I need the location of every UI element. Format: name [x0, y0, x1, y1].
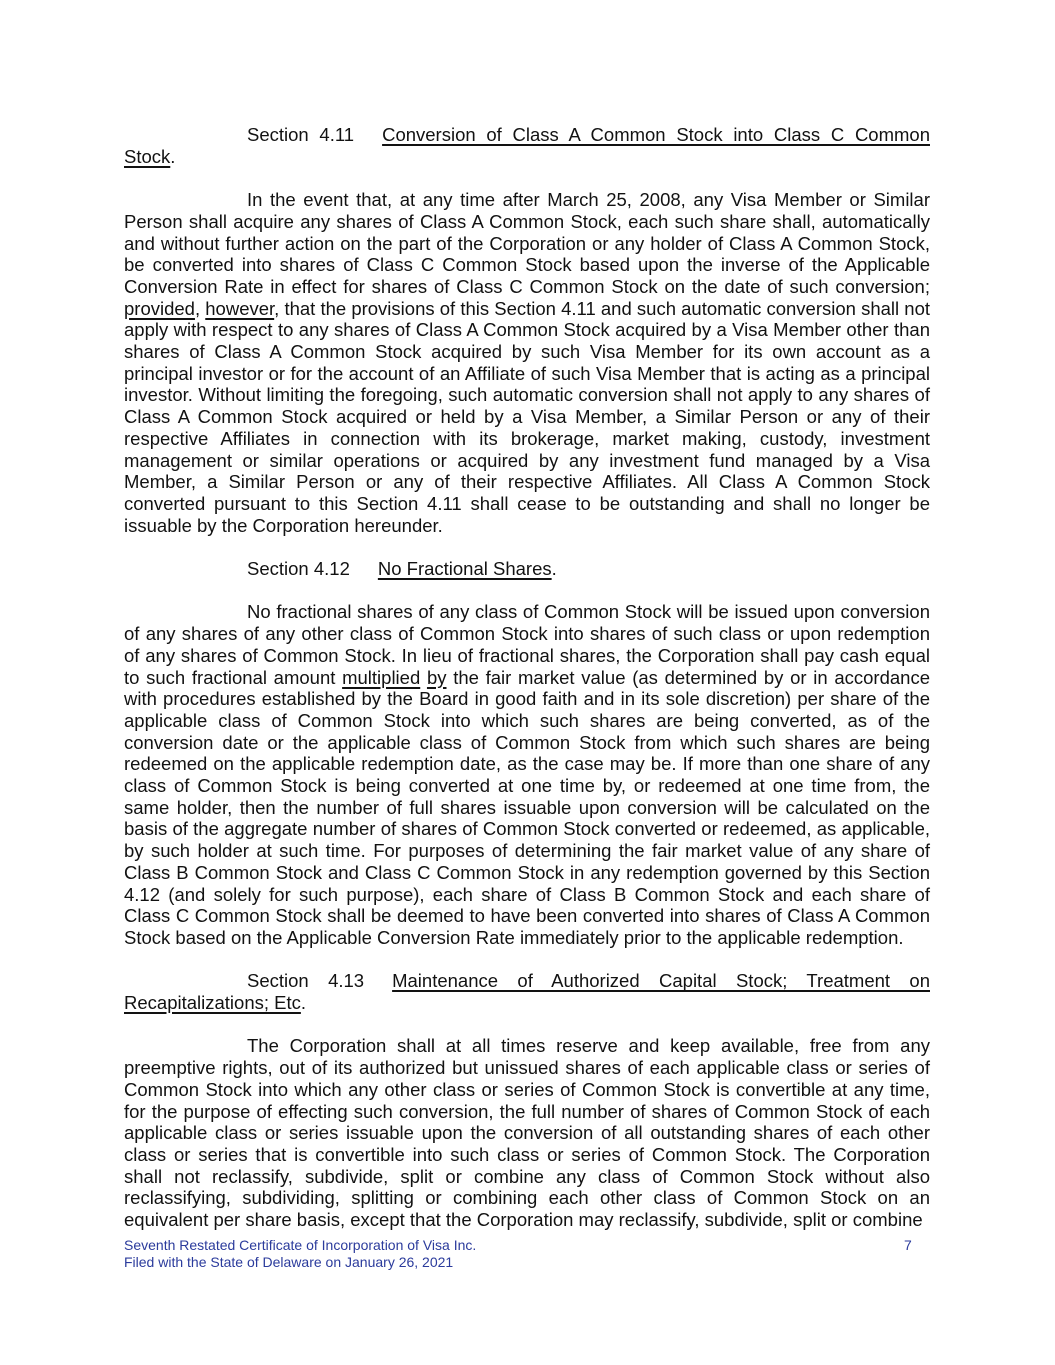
- section-4-13-title-period: .: [300, 992, 307, 1014]
- section-4-11-heading: [124, 124, 930, 167]
- paragraph-text-underlined: provided: [124, 297, 195, 319]
- section-4-12-label: Section 4.12: [247, 558, 350, 580]
- paragraph-text-underlined: by: [426, 666, 447, 688]
- section-4-13-heading: [124, 970, 930, 1013]
- section-4-11-label: Section 4.11: [247, 124, 355, 145]
- paragraph-text: the fair market value (as determined by or in accordance with procedures established by the Board in good faith and in its sole discretion) per share of the applicable class of Common Stock into which such shares are being converted, as of the conversion date or the applicable class of Common Stock from which such shares are being redeemed on the applicable redemption date, as the case may be. If more than one share of any class of Common Stock is being converted at one time by, or redeemed at one time from, the same holder, then the number of full shares issuable upon conversion will be calculated on the basis of the aggregate number of shares of Common Stock converted or redeemed, as applicable, by such holder at such time. For purposes of determining the fair market value of any share of Class B Common Stock and Class C Common Stock in any redemption governed by this Section 4.12 (and solely for such purpose), each share of Class B Common Stock and each share of Class C Common Stock shall be deemed to have been converted into shares of Class A Common Stock based on the Applicable Conversion Rate immediately prior to the applicable redemption.: [124, 666, 930, 948]
- paragraph-text-underlined: however: [205, 297, 275, 319]
- page-number: 7: [904, 1237, 912, 1253]
- section-4-13-title: Maintenance of Authorized Capital Stock; Treatment on Recapitalizations; Etc: [124, 970, 930, 1014]
- paragraph-text: The Corporation shall at all times reserve and keep available, free from any preemptive rights, out of its authorized but unissued shares of each applicable class or series of Common Stock into which any other class or series of Common Stock is convertible at any time, for the purpose of effecting such conversion, the full number of shares of Common Stock of each applicable class or series issuable upon the conversion of all outstanding shares of each other class or series that is convertible into such class or series of Common Stock. The Corporation shall not reclassify, subdivide, split or combine any class of Common Stock without also reclassifying, subdividing, splitting or combining each other class of Common Stock on an equivalent per share basis, except that the Corporation may reclassify, subdivide, split or combine: [124, 1035, 930, 1231]
- footer-line-2: Filed with the State of Delaware on January 26, 2021: [124, 1254, 454, 1270]
- section-4-12-title: No Fractional Shares: [377, 558, 552, 580]
- paragraph-text: [420, 667, 427, 688]
- section-4-11-title: Conversion of Class A Common Stock into Class C Common Stock: [124, 124, 930, 167]
- footer-line-1: Seventh Restated Certificate of Incorporation of Visa Inc.: [124, 1237, 477, 1253]
- paragraph-text: In the event that, at any time after March 25, 2008, any Visa Member or Similar Person shall acquire any shares of Class A Common Stock, each such share shall, automatically and without further action on the part of the Corporation or any holder of Class A Common Stock, be converted into shares of Class C Common Stock based upon the inverse of the Applicable Conversion Rate in effect for shares of Class C Common Stock on the date of such conversion;: [124, 189, 930, 297]
- section-4-13-label: Section 4.13: [247, 970, 365, 992]
- section-4-12-paragraph: [124, 601, 930, 948]
- paragraph-text: No fractional shares of any class of Common Stock will be issued upon conversion of any shares of any other class of Common Stock into shares of such class or upon redemption of any shares of Common Stock. In lieu of fractional shares, the Corporation shall pay cash equal to such fractional amount: [124, 601, 930, 688]
- section-4-12-title-period: .: [551, 558, 557, 580]
- section-4-11-title-period: .: [170, 145, 176, 167]
- paragraph-text-underlined: multiplied: [342, 666, 421, 688]
- page-footer: [124, 1237, 930, 1271]
- section-4-12-heading: [124, 558, 930, 580]
- document-content: [124, 124, 930, 1252]
- paragraph-text: ,: [194, 297, 206, 319]
- paragraph-text: , that the provisions of this Section 4.11 and such automatic conversion shall not apply with respect to any shares of Class A Common Stock acquired by a Visa Member other than shares of Class A Common Stock acquired by such Visa Member for its own account as a principal investor or for the account of an Affiliate of such Visa Member that is acting as a principal investor. Without limiting the foregoing, such automatic conversion shall not apply to any shares of Class A Common Stock acquired or held by a Visa Member, a Similar Person or any of their respective Affiliates in connection with its brokerage, market making, custody, investment management or similar operations or acquired by any investment fund managed by a Visa Member, a Similar Person or any of their respective Affiliates. All Class A Common Stock converted pursuant to this Section 4.11 shall cease to be outstanding and shall no longer be issuable by the Corporation hereunder.: [124, 297, 931, 536]
- section-4-13-paragraph: [124, 1035, 930, 1230]
- section-4-11-paragraph: [124, 189, 930, 536]
